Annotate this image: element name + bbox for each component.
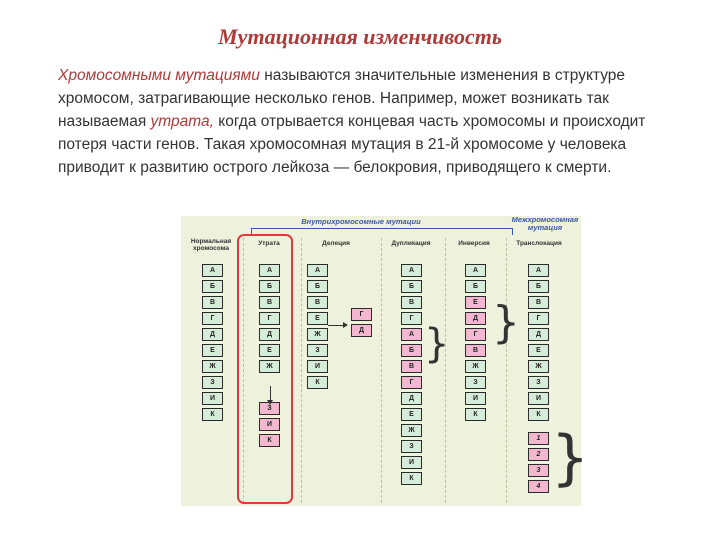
gene-cell-duplication: А	[401, 264, 422, 277]
gene-cell-translocation: А	[528, 264, 549, 277]
gene-cell-normal: Г	[202, 312, 223, 325]
section-inter-label: Межхромосомная мутация	[511, 215, 579, 232]
column-label-deletion: Делеция	[322, 240, 350, 247]
gene-cell-inversion: Ж	[465, 360, 486, 373]
gene-cell-normal: Ж	[202, 360, 223, 373]
gene-cell-deletion_out: Д	[351, 324, 372, 337]
gene-cell-deletion_main: З	[307, 344, 328, 357]
gene-cell-duplication: В	[401, 296, 422, 309]
gene-cell-deletion_main: В	[307, 296, 328, 309]
gene-cell-inversion: Д	[465, 312, 486, 325]
gene-cell-duplication: Б	[401, 344, 422, 357]
gene-cell-deletion_main: Е	[307, 312, 328, 325]
slide-title: Мутационная изменчивость	[218, 24, 502, 49]
gene-cell-deletion_main: Ж	[307, 328, 328, 341]
gene-cell-inversion: З	[465, 376, 486, 389]
gene-cell-normal: И	[202, 392, 223, 405]
gene-cell-normal: А	[202, 264, 223, 277]
paragraph-text: называются значительные изменения в структуре	[259, 67, 626, 84]
deletion-arrow-line	[328, 325, 344, 326]
gene-cell-loss_top: Д	[259, 328, 280, 341]
gene-cell-translocation: Б	[528, 280, 549, 293]
gene-cell-duplication: А	[401, 328, 422, 341]
gene-cell-translocation: 1	[528, 432, 549, 445]
gene-cell-duplication: И	[401, 456, 422, 469]
section-intra-bracket	[251, 228, 513, 235]
paragraph-line-5: приводит к развитию острого лейкоза — белокровия, приводящего к смерти.	[58, 159, 612, 176]
deletion-arrow-head	[343, 322, 348, 328]
gene-cell-normal: В	[202, 296, 223, 309]
gene-cell-translocation: И	[528, 392, 549, 405]
gene-cell-duplication: К	[401, 472, 422, 485]
gene-cell-deletion_main: И	[307, 360, 328, 373]
gene-cell-loss_top: Ж	[259, 360, 280, 373]
paragraph-line-2: хромосом, затрагивающие несколько генов. Например, может возникать так	[58, 90, 609, 107]
gene-cell-translocation: В	[528, 296, 549, 309]
gene-cell-duplication: Б	[401, 280, 422, 293]
column-label-translocation: Транслокация	[516, 240, 562, 247]
highlight-term: утрата,	[150, 113, 214, 130]
gene-cell-normal: Д	[202, 328, 223, 341]
paragraph-line-3	[58, 110, 688, 133]
body-paragraph	[58, 64, 688, 179]
gene-cell-deletion_out: Г	[351, 308, 372, 321]
gene-cell-inversion: Б	[465, 280, 486, 293]
gene-cell-translocation: З	[528, 376, 549, 389]
duplication-brace: }	[424, 321, 450, 367]
gene-cell-duplication: З	[401, 440, 422, 453]
inversion-brace: }	[492, 297, 520, 348]
gene-cell-loss_top: Г	[259, 312, 280, 325]
column-label-loss: Утрата	[258, 240, 280, 247]
column-divider	[301, 238, 302, 503]
column-label-normal: Нормальная хромосома	[190, 238, 232, 252]
gene-cell-loss_bottom: И	[259, 418, 280, 431]
gene-cell-translocation: Е	[528, 344, 549, 357]
gene-cell-loss_top: В	[259, 296, 280, 309]
translocation-brace: }	[551, 423, 590, 493]
section-intra-label: Внутрихромосомные мутации	[301, 217, 421, 226]
column-divider	[445, 238, 446, 503]
gene-cell-inversion: К	[465, 408, 486, 421]
paragraph-text: когда отрывается концевая часть хромосомы и происходит	[213, 113, 646, 130]
paragraph-line-1	[58, 64, 688, 87]
gene-cell-duplication: Д	[401, 392, 422, 405]
column-divider	[381, 238, 382, 503]
column-label-duplication: Дупликация	[391, 240, 431, 247]
gene-cell-duplication: Г	[401, 376, 422, 389]
gene-cell-translocation: 2	[528, 448, 549, 461]
gene-cell-inversion: Г	[465, 328, 486, 341]
paragraph-text: называемая	[58, 113, 151, 130]
column-label-inversion: Инверсия	[458, 240, 490, 247]
column-divider	[506, 238, 507, 503]
highlight-term: Хромосомными мутациями	[58, 67, 260, 84]
gene-cell-translocation: 4	[528, 480, 549, 493]
gene-cell-inversion: А	[465, 264, 486, 277]
gene-cell-duplication: Г	[401, 312, 422, 325]
gene-cell-loss_bottom: К	[259, 434, 280, 447]
gene-cell-inversion: И	[465, 392, 486, 405]
gene-cell-duplication: В	[401, 360, 422, 373]
gene-cell-normal: К	[202, 408, 223, 421]
gene-cell-normal: Е	[202, 344, 223, 357]
gene-cell-loss_bottom: З	[259, 402, 280, 415]
gene-cell-deletion_main: К	[307, 376, 328, 389]
loss-highlight-box	[237, 234, 293, 504]
gene-cell-duplication: Ж	[401, 424, 422, 437]
gene-cell-translocation: К	[528, 408, 549, 421]
gene-cell-translocation: Г	[528, 312, 549, 325]
gene-cell-loss_top: Б	[259, 280, 280, 293]
gene-cell-duplication: Е	[401, 408, 422, 421]
gene-cell-loss_top: Е	[259, 344, 280, 357]
gene-cell-normal: Б	[202, 280, 223, 293]
gene-cell-translocation: Ж	[528, 360, 549, 373]
gene-cell-normal: З	[202, 376, 223, 389]
paragraph-line-4: потеря части генов. Такая хромосомная мутация в 21-й хромосоме у человека	[58, 136, 627, 153]
gene-cell-inversion: В	[465, 344, 486, 357]
gene-cell-loss_top: А	[259, 264, 280, 277]
gene-cell-translocation: 3	[528, 464, 549, 477]
gene-cell-translocation: Д	[528, 328, 549, 341]
gene-cell-deletion_main: А	[307, 264, 328, 277]
gene-cell-deletion_main: Б	[307, 280, 328, 293]
gene-cell-inversion: Е	[465, 296, 486, 309]
